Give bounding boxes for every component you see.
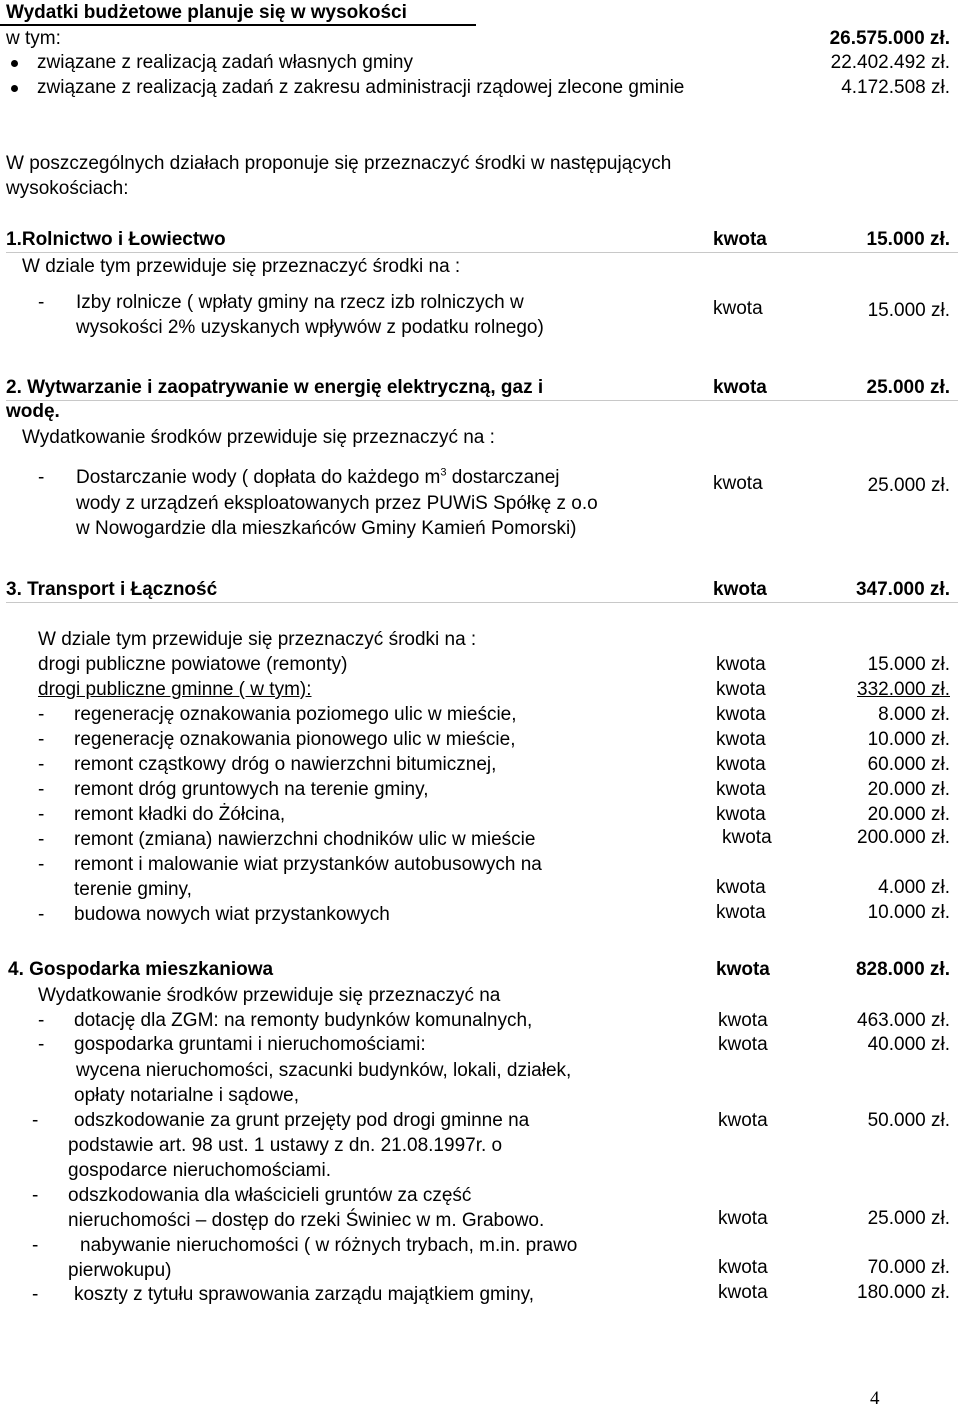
dash: -	[38, 292, 45, 313]
section-3-row-kwota: kwota	[716, 679, 766, 700]
intro-item-amount: 22.402.492 zł.	[830, 52, 950, 73]
superscript-3: 3	[440, 466, 447, 479]
section-3-row-amount: 200.000 zł.	[857, 827, 950, 848]
section-2-item-line: wody z urządzeń eksploatowanych przez PUWiS Spółkę z o.o	[76, 493, 598, 514]
section-2-item-kwota: kwota	[713, 473, 763, 494]
section-4-line: koszty z tytułu sprawowania zarządu majątkiem gminy,	[74, 1284, 535, 1305]
section-4-row-amount: 50.000 zł.	[867, 1110, 950, 1131]
section-4-line: nabywanie nieruchomości ( w różnych trybach, m.in. prawo	[80, 1235, 578, 1256]
w-tym-label: w tym:	[6, 28, 61, 49]
section-1-item-line: wysokości 2% uzyskanych wpływów z podatku rolnego)	[76, 317, 544, 338]
section-4-row-amount: 463.000 zł.	[857, 1010, 950, 1031]
dash: -	[38, 1010, 45, 1031]
section-3-row-kwota: kwota	[716, 804, 766, 825]
section-3-row-amount: 60.000 zł.	[867, 754, 950, 775]
section-4-title: 4. Gospodarka mieszkaniowa	[8, 959, 274, 980]
section-divider	[6, 400, 958, 401]
section-3-row-amount: 4.000 zł.	[878, 877, 950, 898]
section-3-row-kwota: kwota	[716, 902, 766, 923]
section-4-row-amount: 40.000 zł.	[867, 1034, 950, 1055]
section-2-item-text: dostarczanej	[446, 467, 560, 488]
section-3-row-label: remont i malowanie wiat przystanków autobusowych na	[74, 854, 542, 875]
dash: -	[38, 467, 45, 488]
section-4-line: opłaty notarialne i sądowe,	[74, 1085, 299, 1106]
section-3-row-amount: 20.000 zł.	[867, 804, 950, 825]
section-2-kwota: kwota	[713, 377, 767, 398]
page-number: 4	[870, 1388, 880, 1409]
section-divider	[6, 252, 958, 253]
section-3-row-amount: 332.000 zł.	[857, 679, 950, 700]
intro-item-label: związane z realizacją zadań z zakresu administracji rządowej zlecone gminie	[37, 77, 685, 98]
section-3-row-label: remont dróg gruntowych na terenie gminy,	[74, 779, 429, 800]
section-3-kwota: kwota	[713, 579, 767, 600]
dash: -	[38, 779, 45, 800]
section-1-item-amount: 15.000 zł.	[867, 300, 950, 321]
section-4-kwota: kwota	[716, 959, 770, 980]
dash: -	[32, 1110, 39, 1131]
section-3-row-amount: 8.000 zł.	[878, 704, 950, 725]
section-3-row-label: remont kładki do Żółcina,	[74, 804, 286, 825]
section-3-subtitle: W dziale tym przewiduje się przeznaczyć środki na :	[38, 629, 477, 650]
section-3-row-label: regenerację oznakowania pionowego ulic w mieście,	[74, 729, 516, 750]
section-4-line: podstawie art. 98 ust. 1 ustawy z dn. 21.08.1997r. o	[68, 1135, 503, 1156]
section-3-row-kwota: kwota	[716, 729, 766, 750]
section-1-subtitle: W dziale tym przewiduje się przeznaczyć środki na :	[22, 256, 461, 277]
section-4-subtitle: Wydatkowanie środków przewiduje się przeznaczyć na	[38, 985, 501, 1006]
intro-paragraph-line: W poszczególnych działach proponuje się przeznaczyć środki w następujących	[6, 153, 672, 174]
dash: -	[38, 904, 45, 925]
section-3-row-amount: 15.000 zł.	[867, 654, 950, 675]
section-3-row-label: terenie gminy,	[74, 879, 192, 900]
section-4-row-kwota: kwota	[718, 1034, 768, 1055]
bullet-icon	[11, 60, 18, 67]
section-2-subtitle: Wydatkowanie środków przewiduje się przeznaczyć na :	[22, 427, 495, 448]
section-4-line: wycena nieruchomości, szacunki budynków, lokali, działek,	[76, 1060, 572, 1081]
title-underline	[0, 24, 476, 26]
section-3-row-amount: 10.000 zł.	[867, 902, 950, 923]
section-4-row-kwota: kwota	[718, 1257, 768, 1278]
dash: -	[38, 704, 45, 725]
dash: -	[32, 1284, 39, 1305]
section-3-row-amount: 20.000 zł.	[867, 779, 950, 800]
section-4-row-amount: 180.000 zł.	[857, 1282, 950, 1303]
section-4-amount: 828.000 zł.	[855, 959, 950, 980]
section-3-amount: 347.000 zł.	[855, 579, 950, 600]
dash: -	[38, 754, 45, 775]
section-2-item-text: Dostarczanie wody ( dopłata do każdego m	[76, 467, 441, 488]
section-4-row-kwota: kwota	[718, 1110, 768, 1131]
section-3-row-label: remont (zmiana) nawierzchni chodników ulic w mieście	[74, 829, 536, 850]
section-2-title: 2. Wytwarzanie i zaopatrywanie w energię elektryczną, gaz i	[6, 377, 544, 398]
bullet-icon	[11, 85, 18, 92]
section-3-row-label: drogi publiczne powiatowe (remonty)	[38, 654, 348, 675]
section-4-row-kwota: kwota	[718, 1282, 768, 1303]
section-3-title: 3. Transport i Łączność	[6, 579, 218, 600]
section-1-title: 1.Rolnictwo i Łowiectwo	[6, 229, 226, 250]
section-4-line: dotację dla ZGM: na remonty budynków komunalnych,	[74, 1010, 533, 1031]
intro-paragraph-line: wysokościach:	[6, 178, 129, 199]
section-1-kwota: kwota	[713, 229, 767, 250]
section-4-line: pierwokupu)	[68, 1260, 172, 1281]
section-3-row-label: remont cząstkowy dróg o nawierzchni bitumicznej,	[74, 754, 497, 775]
section-4-line: gospodarka gruntami i nieruchomościami:	[74, 1034, 426, 1055]
section-3-row-kwota: kwota	[722, 827, 772, 848]
dash: -	[32, 1185, 39, 1206]
section-1-amount: 15.000 zł.	[866, 229, 950, 250]
dash: -	[38, 729, 45, 750]
section-2-item-line	[76, 467, 560, 489]
section-4-line: gospodarce nieruchomościami.	[68, 1160, 331, 1181]
section-3-row-kwota: kwota	[716, 877, 766, 898]
section-3-row-label: drogi publiczne gminne ( w tym):	[38, 679, 312, 700]
section-4-line: odszkodowanie za grunt przejęty pod drogi gminne na	[74, 1110, 530, 1131]
section-2-item-amount: 25.000 zł.	[867, 475, 950, 496]
section-3-row-kwota: kwota	[716, 754, 766, 775]
section-2-item-line: w Nowogardzie dla mieszkańców Gminy Kamień Pomorski)	[76, 518, 577, 539]
section-4-row-amount: 25.000 zł.	[867, 1208, 950, 1229]
budget-title: Wydatki budżetowe planuje się w wysokości	[6, 2, 407, 23]
section-3-row-label: regenerację oznakowania poziomego ulic w mieście,	[74, 704, 517, 725]
section-4-row-kwota: kwota	[718, 1208, 768, 1229]
section-3-row-kwota: kwota	[716, 779, 766, 800]
intro-item-amount: 4.172.508 zł.	[841, 77, 950, 98]
section-1-item-line: Izby rolnicze ( wpłaty gminy na rzecz izb rolniczych w	[76, 292, 524, 313]
section-3-row-kwota: kwota	[716, 704, 766, 725]
dash: -	[38, 829, 45, 850]
section-divider	[6, 602, 958, 603]
dash: -	[38, 804, 45, 825]
section-3-row-amount: 10.000 zł.	[867, 729, 950, 750]
section-2-amount: 25.000 zł.	[866, 377, 950, 398]
section-4-line: nieruchomości – dostęp do rzeki Świniec w m. Grabowo.	[68, 1210, 545, 1231]
intro-item-label: związane z realizacją zadań własnych gminy	[37, 52, 413, 73]
section-3-row-label: budowa nowych wiat przystankowych	[74, 904, 390, 925]
section-3-row-kwota: kwota	[716, 654, 766, 675]
section-1-item-kwota: kwota	[713, 298, 763, 319]
dash: -	[38, 1034, 45, 1055]
budget-total: 26.575.000 zł.	[829, 28, 950, 49]
section-4-line: odszkodowania dla właścicieli gruntów za część	[68, 1185, 472, 1206]
section-4-row-amount: 70.000 zł.	[867, 1257, 950, 1278]
section-2-title-cont: wodę.	[6, 401, 60, 422]
dash: -	[32, 1235, 39, 1256]
dash: -	[38, 854, 45, 875]
section-4-row-kwota: kwota	[718, 1010, 768, 1031]
